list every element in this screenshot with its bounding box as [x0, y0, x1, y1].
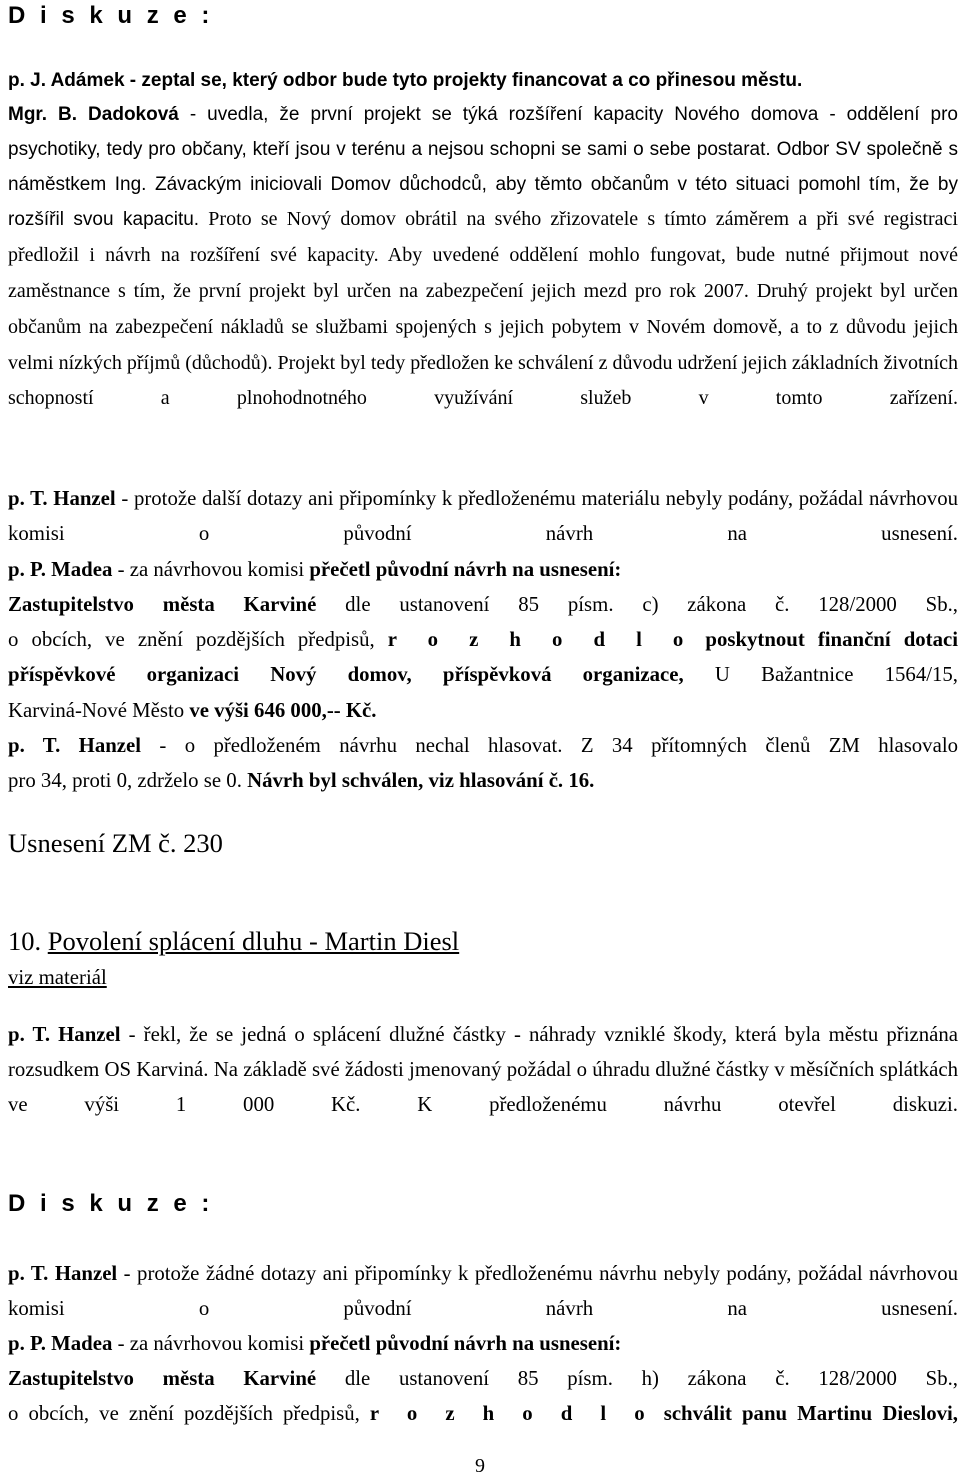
- paragraph-madea-1: p. P. Madea - za návrhovou komisi přečetl původní návrh na usnesení:: [8, 558, 622, 581]
- page-number: 9: [475, 1455, 485, 1477]
- paragraph-hanzel-2: p. T. Hanzel - o předloženém návrhu nechal hlasovat. Z 34 přítomných členů ZM hlasovalo: [8, 734, 958, 757]
- speaker-name: p. T. Hanzel: [8, 1023, 121, 1046]
- resolution-1-line-3: příspěvkové organizaci Nový domov, příspěvková organizace, U Bažantnice 1564/15,: [8, 663, 958, 686]
- speaker-name: p. P. Madea: [8, 1332, 113, 1355]
- paragraph-hanzel-2-result: pro 34, proti 0, zdrželo se 0. Návrh byl schválen, viz hlasování č. 16.: [8, 769, 595, 792]
- speaker-name: p. T. Hanzel: [8, 1262, 118, 1285]
- paragraph-hanzel-3: p. T. Hanzel - řekl, že se jedná o splácení dlužné částky - náhrady vzniklé škody, která byla městu přiznána rozsudkem OS Karviná. Na základě své žádosti jmenovaný požádal o úhradu dlužné částky v měsíčních splátkách ve výši 1 000 Kč. K předloženému návrhu otevřel diskuzi.: [8, 1023, 958, 1116]
- paragraph-madea-2: p. P. Madea - za návrhovou komisi přečetl původní návrh na usnesení:: [8, 1332, 622, 1355]
- speaker-name: p. T. Hanzel: [8, 734, 142, 757]
- speaker-name: p. J. Adámek: [8, 70, 125, 91]
- paragraph-hanzel-1: p. T. Hanzel - protože další dotazy ani připomínky k předloženému materiálu nebyly podány, požádal návrhovou komisi o původní návrh na usnesení.: [8, 487, 958, 545]
- speaker-name: p. P. Madea: [8, 558, 113, 581]
- agenda-item-title: Povolení splácení dluhu - Martin Diesl: [47, 926, 460, 956]
- agenda-item-heading: 10. Povolení splácení dluhu - Martin Diesl: [8, 926, 460, 956]
- resolution-number: Usnesení ZM č. 230: [8, 828, 223, 858]
- material-link[interactable]: viz materiál: [8, 966, 107, 989]
- speaker-name: p. T. Hanzel: [8, 487, 116, 510]
- resolution-2-line-2: o obcích, ve znění pozdějších předpisů, r o z h o d l o schválit panu Martinu Dieslovi,: [8, 1402, 958, 1425]
- resolution-1-line-4: Karviná-Nové Město ve výši 646 000,-- Kč.: [8, 699, 377, 722]
- resolution-2-line-1: Zastupitelstvo města Karviné dle ustanovení 85 písm. h) zákona č. 128/2000 Sb.,: [8, 1367, 958, 1390]
- resolution-1-line-1: Zastupitelstvo města Karviné dle ustanovení 85 písm. c) zákona č. 128/2000 Sb.,: [8, 593, 958, 616]
- speaker-text: - zeptal se, který odbor bude tyto projekty financovat a co přinesou městu.: [124, 70, 803, 91]
- discussion-heading-2: D i s k u z e :: [8, 1190, 214, 1217]
- resolution-1-line-2: o obcích, ve znění pozdějších předpisů, r o z h o d l o poskytnout finanční dotaci: [8, 628, 958, 651]
- discussion-heading: D i s k u z e :: [8, 2, 214, 29]
- paragraph-hanzel-4: p. T. Hanzel - protože žádné dotazy ani připomínky k předloženému návrhu nebyly podány, požádal návrhovou komisi o původní návrh na usnesení.: [8, 1262, 959, 1320]
- speaker-name: Mgr. B. Dadoková: [8, 104, 179, 125]
- paragraph-adamek: [8, 64, 958, 98]
- paragraph-dadokova: Mgr. B. Dadoková - uvedla, že první projekt se týká rozšíření kapacity Nového domova - oddělení pro psychotiky, tedy pro občany, kteří jsou v terénu a nejsou schopni se sami o sebe postarat. Odbor SV společně s náměstkem Ing. Závackým iniciovali Domov důchodců, aby těmto občanům v této situaci pomohl tím, že by rozšířil svou kapacitu. Proto se Nový domov obrátil na svého zřizovatele s tímto záměrem a při své registraci předložil i návrh na rozšíření své kapacity. Aby uvedené oddělení mohlo fungovat, bude nutné přijmout nové zaměstnance s tím, že první projekt byl určen na zabezpečení jejich mezd pro rok 2007. Druhý projekt byl určen občanům na zabezpečení nákladů se službami spojených s jejich pobytem v Novém domově, a to z důvodu jejich velmi nízkých příjmů (důchodů). Projekt byl tedy předložen ke schválení z důvodu udržení jejich základních životních schopností a plnohodnotného využívání služeb v tomto zařízení.: [8, 104, 958, 410]
